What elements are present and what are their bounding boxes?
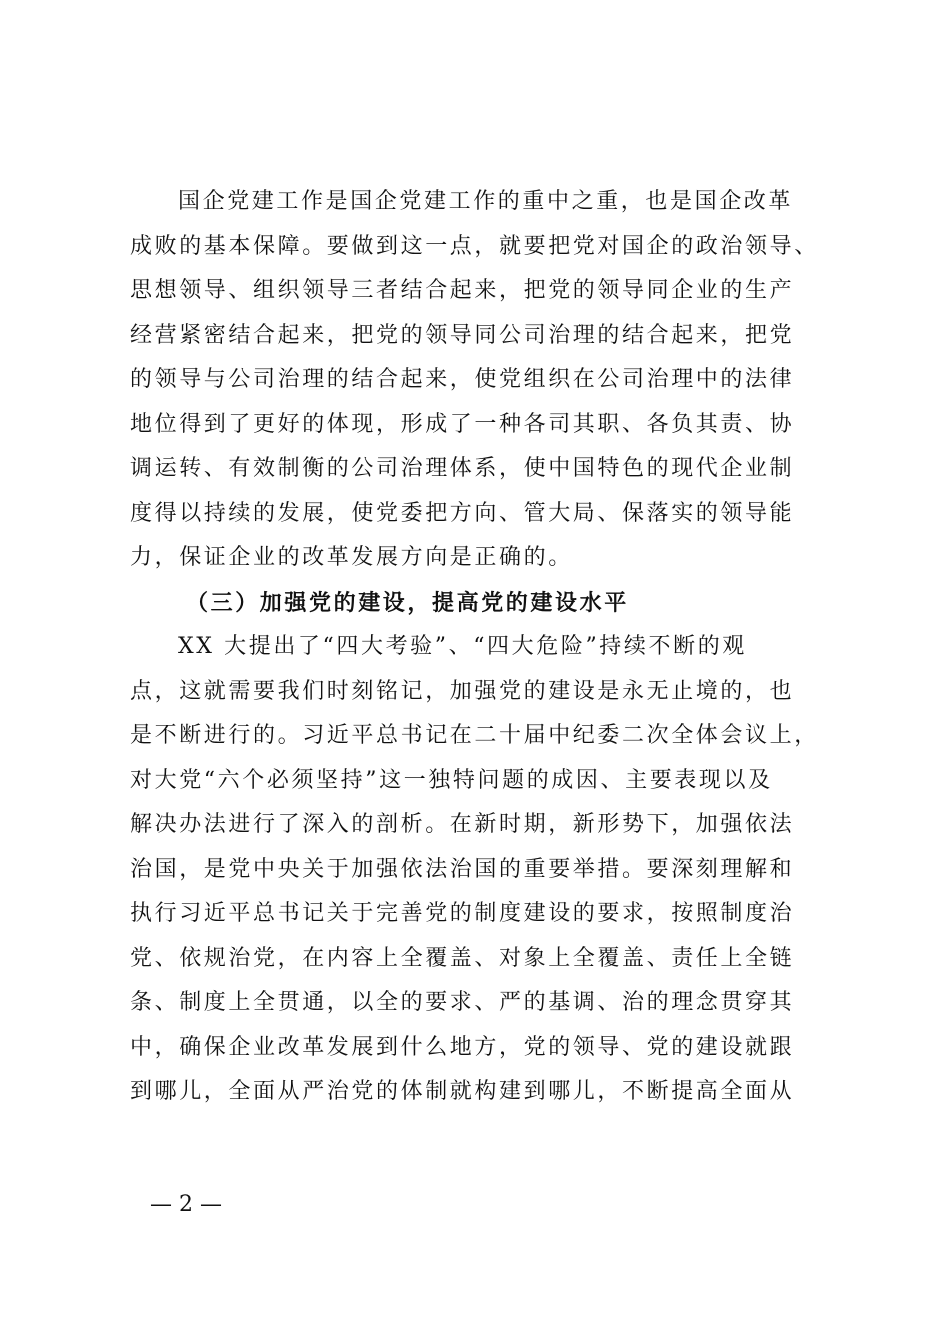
paragraph-2-line: 中，确保企业改革发展到什么地方，党的领导、党的建设就跟 <box>130 1034 795 1060</box>
paragraph-1-line: 度得以持续的发展，使党委把方向、管大局、保落实的领导能 <box>130 500 795 526</box>
paragraph-2-line: 解决办法进行了深入的剖析。在新时期，新形势下，加强依法 <box>130 812 795 837</box>
paragraph-2-line: 党、依规治党，在内容上全覆盖、对象上全覆盖、责任上全链 <box>130 945 795 971</box>
paragraph-1-line: 思想领导、组织领导三者结合起来，把党的领导同企业的生产 <box>130 278 795 303</box>
body-text <box>130 180 830 1115</box>
paragraph-2-line: XX 大提出了“四大考验”、“四大危险”持续不断的观 <box>178 634 747 659</box>
paragraph-1-line: 的领导与公司治理的结合起来，使党组织在公司治理中的法律 <box>130 367 795 392</box>
paragraph-2-line: 条、制度上全贯通，以全的要求、严的基调、治的理念贯穿其 <box>130 990 795 1015</box>
paragraph-1-line: 力，保证企业的改革发展方向是正确的。 <box>130 545 573 570</box>
paragraph-2-line: 治国，是党中央关于加强依法治国的重要举措。要深刻理解和 <box>130 856 795 882</box>
paragraph-2-line: 到哪儿，全面从严治党的体制就构建到哪儿，不断提高全面从 <box>130 1079 795 1104</box>
paragraph-1-line: 调运转、有效制衡的公司治理体系，使中国特色的现代企业制 <box>130 456 795 481</box>
paragraph-1-line: 地位得到了更好的体现，形成了一种各司其职、各负其责、协 <box>130 411 795 437</box>
paragraph-2-line: 对大党“六个必须坚持”这一独特问题的成因、主要表现以及 <box>130 767 773 793</box>
page-number: — 2 — <box>150 1192 222 1217</box>
paragraph-2-line: 点，这就需要我们时刻铭记，加强党的建设是永无止境的，也 <box>130 678 795 704</box>
paragraph-1-line: 成败的基本保障。要做到这一点，就要把党对国企的政治领导、 <box>130 233 819 259</box>
section-heading: （三）加强党的建设，提高党的建设水平 <box>186 589 629 616</box>
paragraph-1-line: 经营紧密结合起来，把党的领导同公司治理的结合起来，把党 <box>130 322 795 348</box>
paragraph-2-line: 是不断进行的。习近平总书记在二十届中纪委二次全体会议上， <box>130 723 819 748</box>
paragraph-1-line: 国企党建工作是国企党建工作的重中之重，也是国企改革 <box>178 189 794 214</box>
paragraph-2-line: 执行习近平总书记关于完善党的制度建设的要求，按照制度治 <box>130 901 795 926</box>
